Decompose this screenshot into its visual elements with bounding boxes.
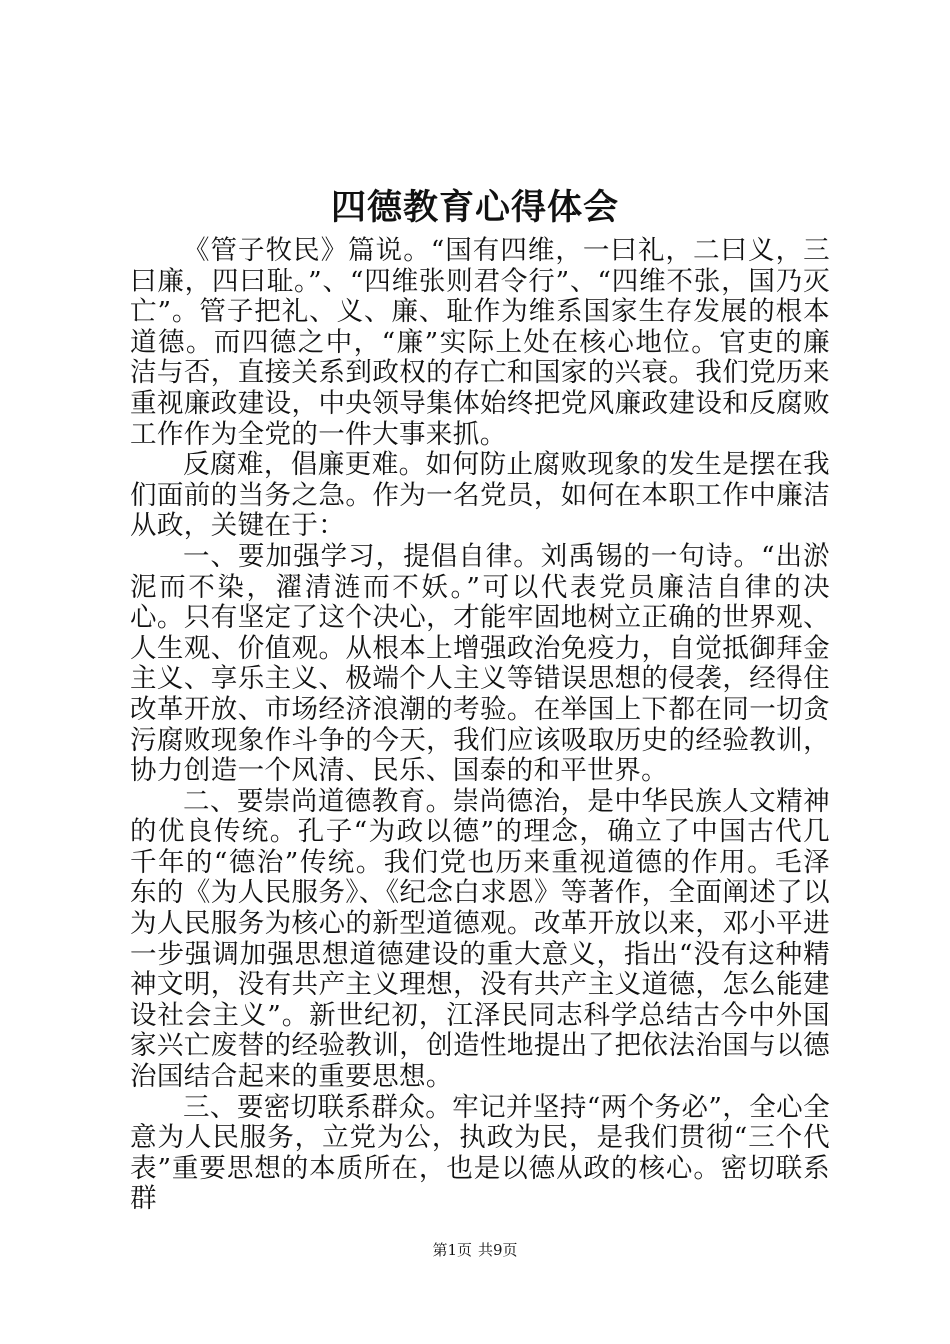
paragraph-anti-corruption: 反腐难，倡廉更难。如何防止腐败现象的发生是摆在我们面前的当务之急。作为一名党员，如何在本职工作中廉洁从政，关键在于： bbox=[130, 449, 830, 542]
page-number: 第1页 bbox=[432, 1241, 472, 1259]
paragraph-point-two: 二、要崇尚道德教育。崇尚德治，是中华民族人文精神的优良传统。孔子“为政以德”的理念，确立了中国古代几千年的“德治”传统。我们党也历来重视道德的作用。毛泽东的《为人民服务》、《纪念白求恩》等著作，全面阐述了以为人民服务为核心的新型道德观。改革开放以来，邓小平进一步强调加强思想道德建设的重大意义，指出“没有这种精神文明，没有共产主义理想，没有共产主义道德，怎么能建设社会主义”。新世纪初，江泽民同志科学总结古今中外国家兴亡废替的经验教训，创造性地提出了把依法治国与以德治国结合起来的重要思想。 bbox=[130, 785, 830, 1093]
paragraph-intro: 《管子牧民》篇说。“国有四维，一曰礼，二曰义，三曰廉，四曰耻。”、“四维张则君令行”、“四维不张，国乃灭亡”。管子把礼、义、廉、耻作为维系国家生存发展的根本道德。而四德之中，“廉”实际上处在核心地位。官吏的廉洁与否，直接关系到政权的存亡和国家的兴衰。我们党历来重视廉政建设，中央领导集体始终把党风廉政建设和反腐败工作作为全党的一件大事来抓。 bbox=[130, 235, 830, 450]
total-pages: 共9页 bbox=[478, 1241, 518, 1259]
page-footer bbox=[0, 1240, 950, 1260]
paragraph-point-one: 一、要加强学习，提倡自律。刘禹锡的一句诗。“出淤泥而不染，濯清涟而不妖。”可以代表党员廉洁自律的决心。只有坚定了这个决心，才能牢固地树立正确的世界观、人生观、价值观。从根本上增强政治免疫力，自觉抵御拜金主义、享乐主义、极端个人主义等错误思想的侵袭，经得住改革开放、市场经济浪潮的考验。在举国上下都在同一切贪污腐败现象作斗争的今天，我们应该吸取历史的经验教训，协力创造一个风清、民乐、国泰的和平世界。 bbox=[130, 540, 830, 787]
document-title: 四德教育心得体会 bbox=[330, 187, 619, 228]
paragraph-point-three: 三、要密切联系群众。牢记并坚持“两个务必”，全心全意为人民服务，立党为公，执政为民，是我们贯彻“三个代表”重要思想的本质所在，也是以德从政的核心。密切联系群 bbox=[130, 1091, 830, 1215]
document-body bbox=[130, 236, 830, 1215]
